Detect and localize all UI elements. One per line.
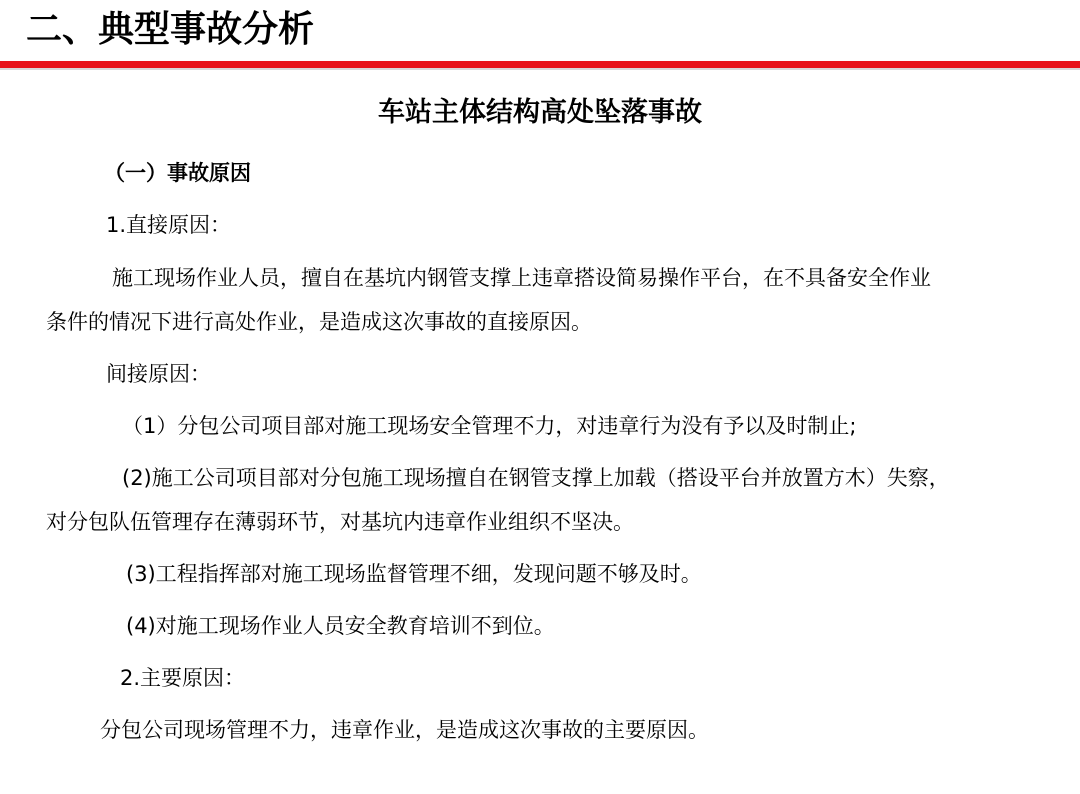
- main-cause-text: 分包公司现场管理不力，违章作业，是造成这次事故的主要原因。: [100, 718, 709, 742]
- indirect-cause-heading: 间接原因：: [106, 362, 211, 386]
- indirect-cause-item-3: (3)工程指挥部对施工现场监督管理不细，发现问题不够及时。: [126, 562, 702, 586]
- direct-cause-text-line-2: 条件的情况下进行高处作业，是造成这次事故的直接原因。: [46, 310, 592, 334]
- main-cause-heading: 2.主要原因：: [120, 666, 246, 690]
- section-heading: （一）事故原因: [104, 161, 251, 185]
- indirect-cause-item-4: (4)对施工现场作业人员安全教育培训不到位。: [126, 614, 555, 638]
- document-title: 车站主体结构高处坠落事故: [378, 97, 702, 128]
- direct-cause-text-line-1: 施工现场作业人员，擅自在基坑内钢管支撑上违章搭设简易操作平台，在不具备安全作业: [112, 266, 931, 290]
- indirect-cause-item-1: （1）分包公司项目部对施工现场安全管理不力，对违章行为没有予以及时制止;: [122, 414, 857, 438]
- page-title: 二、典型事故分析: [26, 9, 315, 50]
- indirect-cause-item-2-line-1: (2)施工公司项目部对分包施工现场擅自在钢管支撑上加载（搭设平台并放置方木）失察，: [122, 466, 950, 490]
- direct-cause-heading: 1.直接原因：: [106, 213, 232, 237]
- indirect-cause-item-2-line-2: 对分包队伍管理存在薄弱环节，对基坑内违章作业组织不坚决。: [46, 510, 634, 534]
